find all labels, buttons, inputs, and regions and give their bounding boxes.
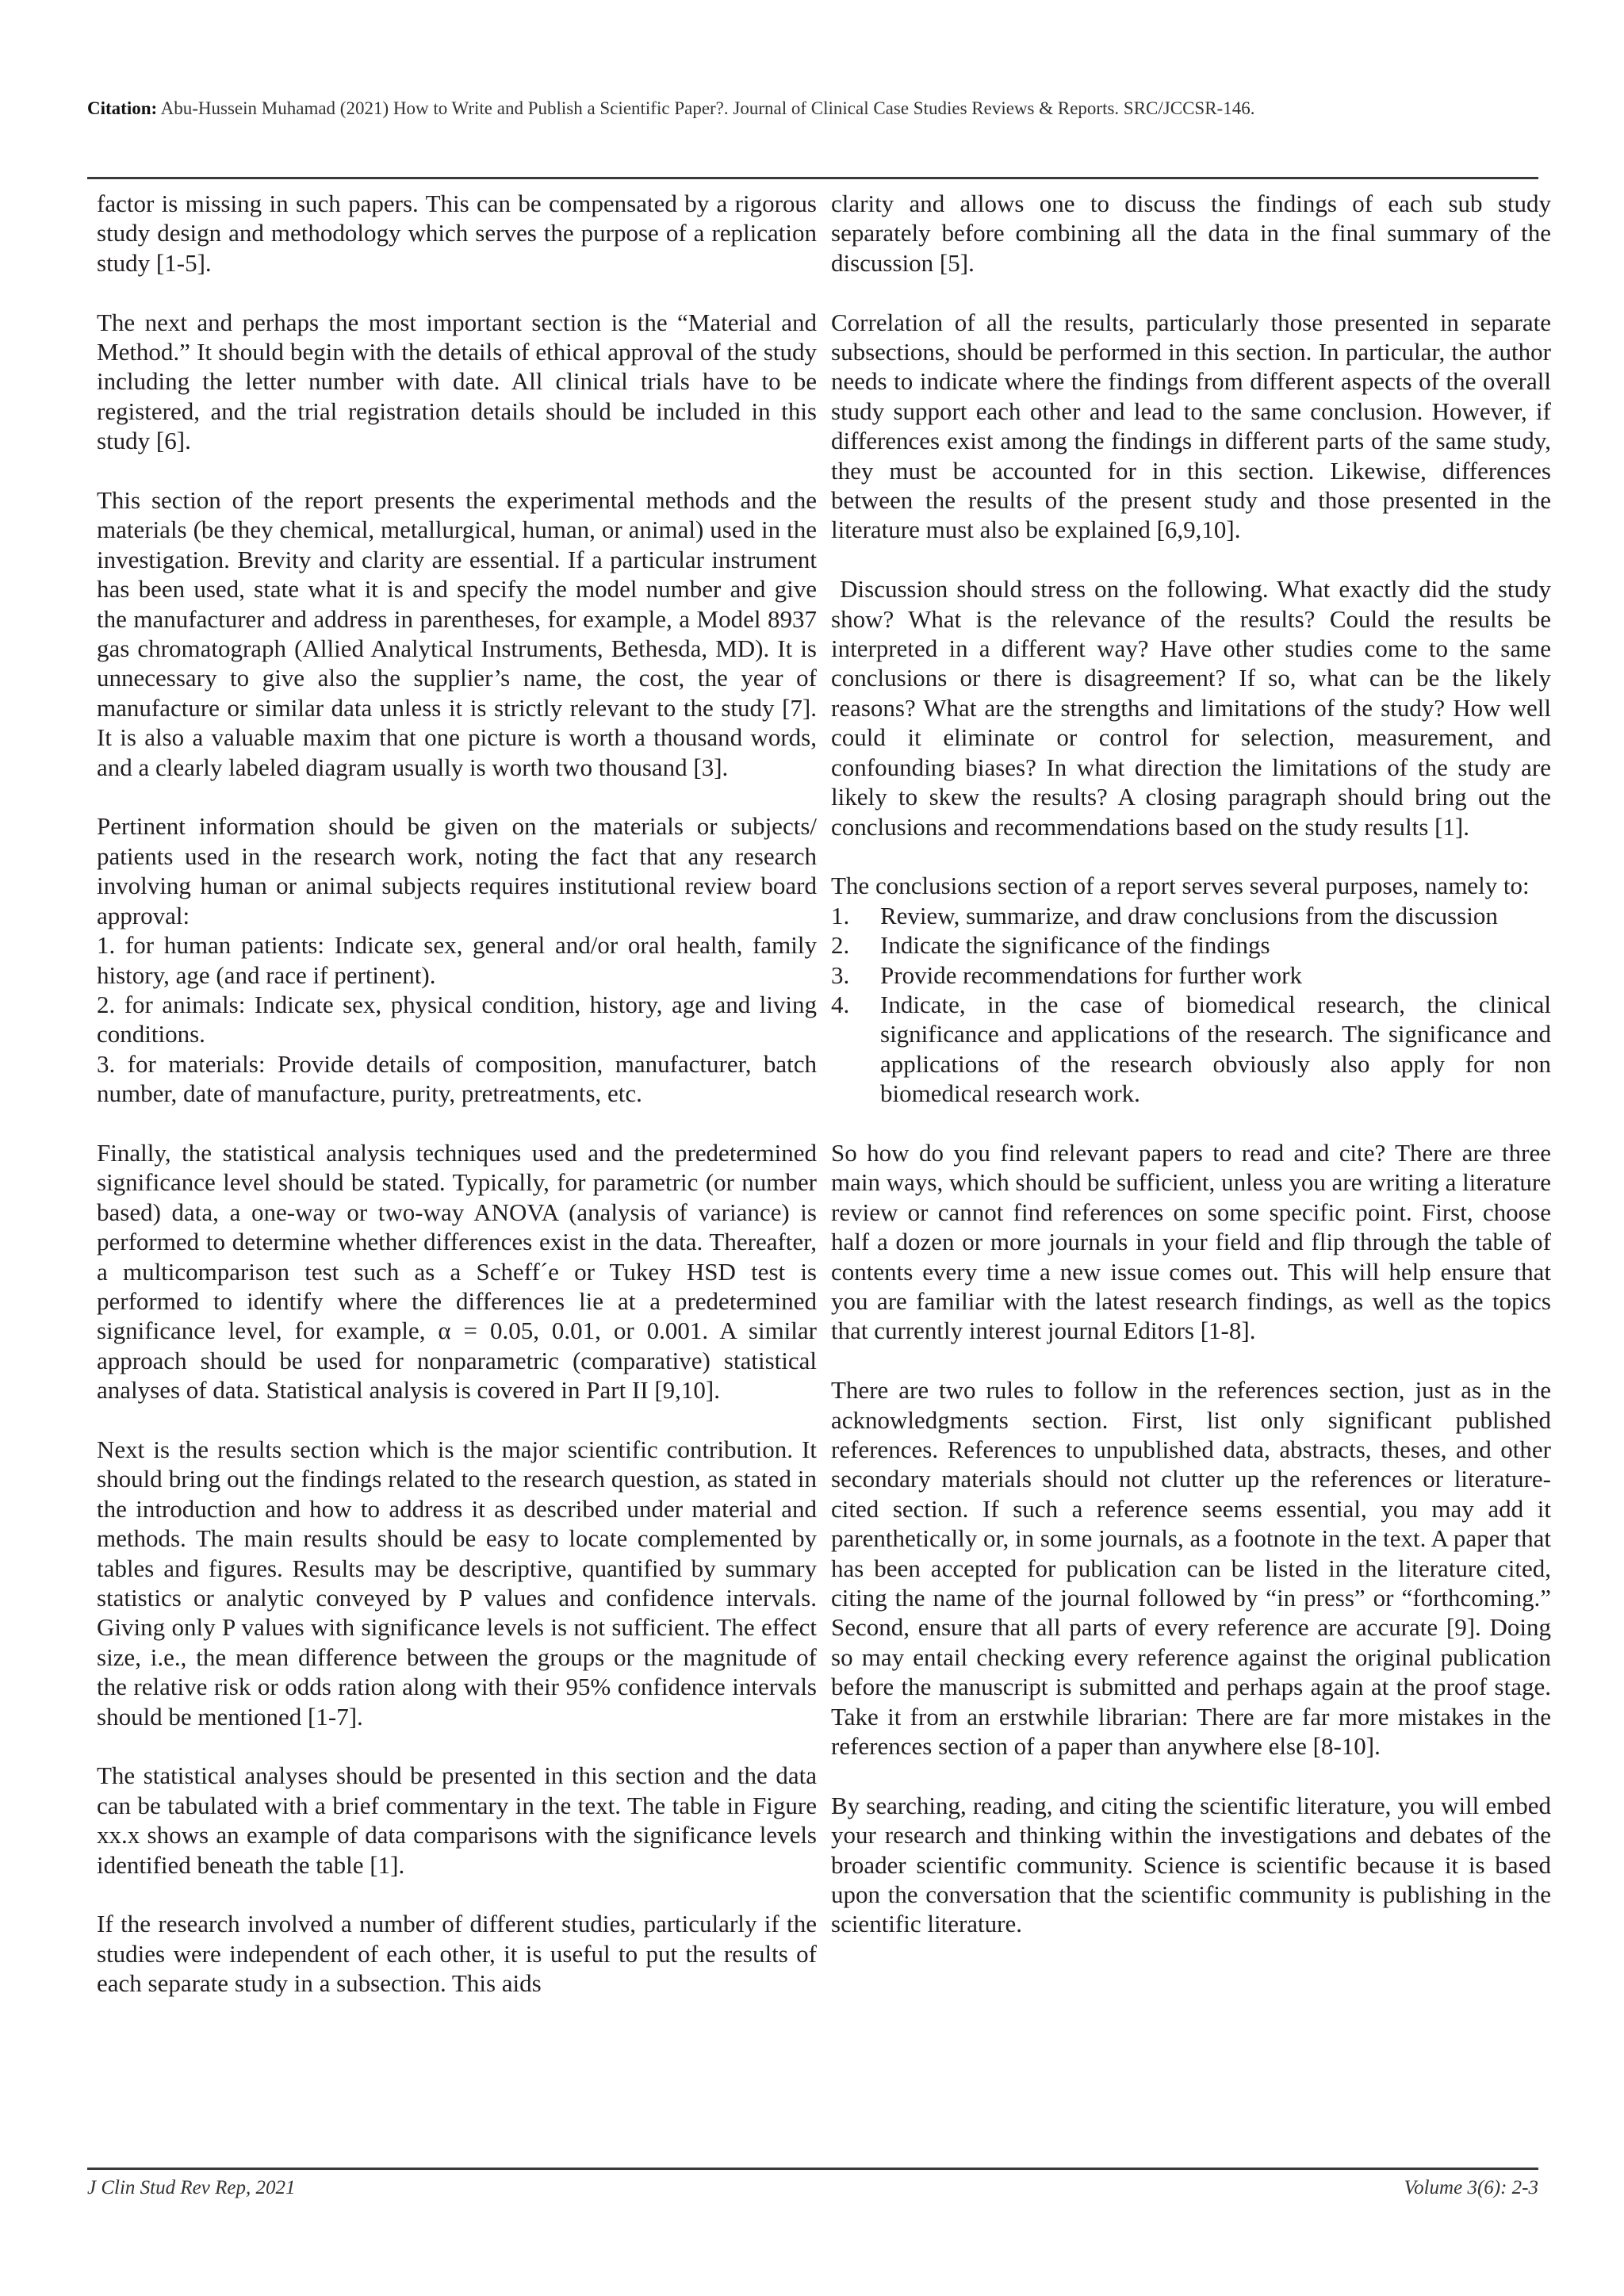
paragraph: factor is missing in such papers. This can be compensated by a rigorous study design and methodology which serves the purpose of a replication study [1-5].	[97, 190, 817, 277]
list-item: 3. for materials: Provide details of composition, manufacturer, batch number, date of manufacture, purity, pretreatments, etc.	[97, 1049, 817, 1108]
paragraph: Next is the results section which is the major scientific contribution. It should bring out the findings related to the research question, as stated in the introduction and how to address it as described under material and methods. The main results should be easy to locate complemented by tables and figures. Results may be descriptive, quantified by summary statistics or analytic conveyed by P values and confidence intervals. Giving only P values with significance levels is not sufficient. The effect size, i.e., the mean difference between the groups or the magnitude of the relative risk or odds ration along with their 95% confidence intervals should be mentioned [1-7].	[97, 1435, 817, 1731]
paragraph: Pertinent information should be given on the materials or subjects/ patients used in the research work, noting the fact that any research involving human or animal subjects requires institutional review board approval:	[97, 812, 817, 930]
footer-volume: Volume 3(6): 2-3	[1404, 2177, 1538, 2198]
list-item	[831, 990, 1551, 1109]
list-item	[831, 901, 1551, 930]
right-column	[831, 189, 1557, 1968]
paragraph: Discussion should stress on the following. What exactly did the study show? What is the relevance of the results? Could the results be interpreted in a different way? Have other studies come to the same conclusions or there is disagreement? If so, what can be the likely reasons? What are the strengths and limitations of the study? How well could it eliminate or control for selection, measurement, and confounding biases? In what direction the limitations of the study are likely to skew the results? A closing paragraph should bring out the conclusions and recommendations based on the study results [1].	[831, 575, 1557, 841]
list-item	[831, 960, 1551, 990]
list-number: 1.	[831, 901, 850, 930]
citation-header	[87, 97, 1538, 121]
paragraph: The next and perhaps the most important section is the “Material and Method.” It should begin with the details of ethical approval of the study including the letter number with date. All clinical trials have to be registered, and the trial registration details should be included in this study [6].	[97, 308, 817, 455]
list-text: Review, summarize, and draw conclusions from the discussion	[880, 901, 1498, 930]
footer-journal: J Clin Stud Rev Rep, 2021	[87, 2177, 296, 2198]
paragraph: The conclusions section of a report serves several purposes, namely to:	[831, 872, 1530, 900]
header-rule	[87, 177, 1538, 179]
citation-text: Abu-Hussein Muhamad (2021) How to Write and Publish a Scientific Paper?. Journal of Clinical Case Studies Reviews & Reports. SRC/JCCSR-146.	[160, 98, 1255, 118]
list-number: 3.	[831, 960, 850, 989]
conclusions-block	[831, 871, 1551, 1108]
paragraph: clarity and allows one to discuss the findings of each sub study separately before combining all the data in the final summary of the discussion [5].	[831, 190, 1551, 277]
irb-approval-block	[97, 811, 817, 1108]
footer-rule	[87, 2168, 1538, 2170]
paragraph: The statistical analyses should be presented in this section and the data can be tabulated with a brief commentary in the text. The table in Figure xx.x shows an example of data comparisons with the significance levels identified beneath the table [1].	[97, 1761, 817, 1879]
paragraph: If the research involved a number of different studies, particularly if the studies were independent of each other, it is useful to put the results of each separate study in a subsection. This aids	[97, 1910, 817, 1998]
list-number: 4.	[831, 990, 850, 1018]
paragraph: By searching, reading, and citing the scientific literature, you will embed your research and thinking within the investigations and debates of the broader scientific community. Science is scientific because it is based upon the conversation that the scientific community is publishing in the scientific literature.	[831, 1791, 1551, 1938]
citation-label: Citation:	[87, 98, 158, 118]
paragraph: There are two rules to follow in the references section, just as in the acknowledgments section. First, list only significant published references. References to unpublished data, abstracts, theses, and other secondary materials should not clutter up the references or literature- cited section. If such a reference seems essential, you may add it parenthetically or, in some journals, as a footnote in the text. A paper that has been accepted for publication can be listed in the literature cited, citing the name of the journal followed by “in press” or “forthcoming.” Second, ensure that all parts of every reference are accurate [9]. Doing so may entail checking every reference against the original publication before the manuscript is submitted and perhaps again at the proof stage. Take it from an erstwhile librarian: There are far more mistakes in the references section of a paper than anywhere else [8-10].	[831, 1376, 1551, 1761]
list-item	[831, 930, 1551, 960]
list-item: 1. for human patients: Indicate sex, general and/or oral health, family history, age (and race if pertinent).	[97, 931, 817, 989]
paragraph: So how do you find relevant papers to read and cite? There are three main ways, which should be sufficient, unless you are writing a literature review or cannot find references on some specific point. First, choose half a dozen or more journals in your field and flip through the table of contents every time a new issue comes out. This will help ensure that you are familiar with the latest research findings, as well as the topics that currently interest journal Editors [1-8].	[831, 1138, 1551, 1345]
list-text: Indicate the significance of the findings	[880, 931, 1270, 960]
list-text: Provide recommendations for further work	[880, 960, 1303, 989]
list-text: Indicate, in the case of biomedical research, the clinical significance and applications of the research. The significance and applications of the research obviously also apply for non biomedical research work.	[880, 990, 1551, 1108]
list-item: 2. for animals: Indicate sex, physical condition, history, age and living conditions.	[97, 990, 817, 1048]
paragraph: Correlation of all the results, particularly those presented in separate subsections, should be performed in this section. In particular, the author needs to indicate where the findings from different aspects of the overall study support each other and lead to the same conclusion. However, if differences exist among the findings in different parts of the same study, they must be accounted for in this section. Likewise, differences between the results of the present study and those presented in the literature must also be explained [6,9,10].	[831, 308, 1551, 544]
paragraph: Finally, the statistical analysis techniques used and the predetermined significance level should be stated. Typically, for parametric (or number based) data, a one-way or two-way ANOVA (analysis of variance) is performed to determine whether differences exist in the data. Thereafter, a multicomparison test such as a Scheff´e or Tukey HSD test is performed to identify where the differences lie at a predetermined significance level, for example, α = 0.05, 0.01, or 0.001. A similar approach should be used for nonparametric (comparative) statistical analyses of data. Statistical analysis is covered in Part II [9,10].	[97, 1138, 817, 1405]
list-number: 2.	[831, 931, 850, 960]
conclusions-list	[831, 901, 1551, 1109]
paragraph: This section of the report presents the experimental methods and the materials (be they chemical, metallurgical, human, or animal) used in the investigation. Brevity and clarity are essential. If a particular instrument has been used, state what it is and specify the model number and give the manufacturer and address in parentheses, for example, a Model 8937 gas chromatograph (Allied Analytical Instruments, Bethesda, MD). It is unnecessary to give also the supplier’s name, the cost, the year of manufacture or similar data unless it is strictly relevant to the study [7]. It is also a valuable maxim that one picture is worth a thousand words, and a clearly labeled diagram usually is worth two thousand [3].	[97, 486, 817, 781]
left-column	[97, 189, 817, 2028]
